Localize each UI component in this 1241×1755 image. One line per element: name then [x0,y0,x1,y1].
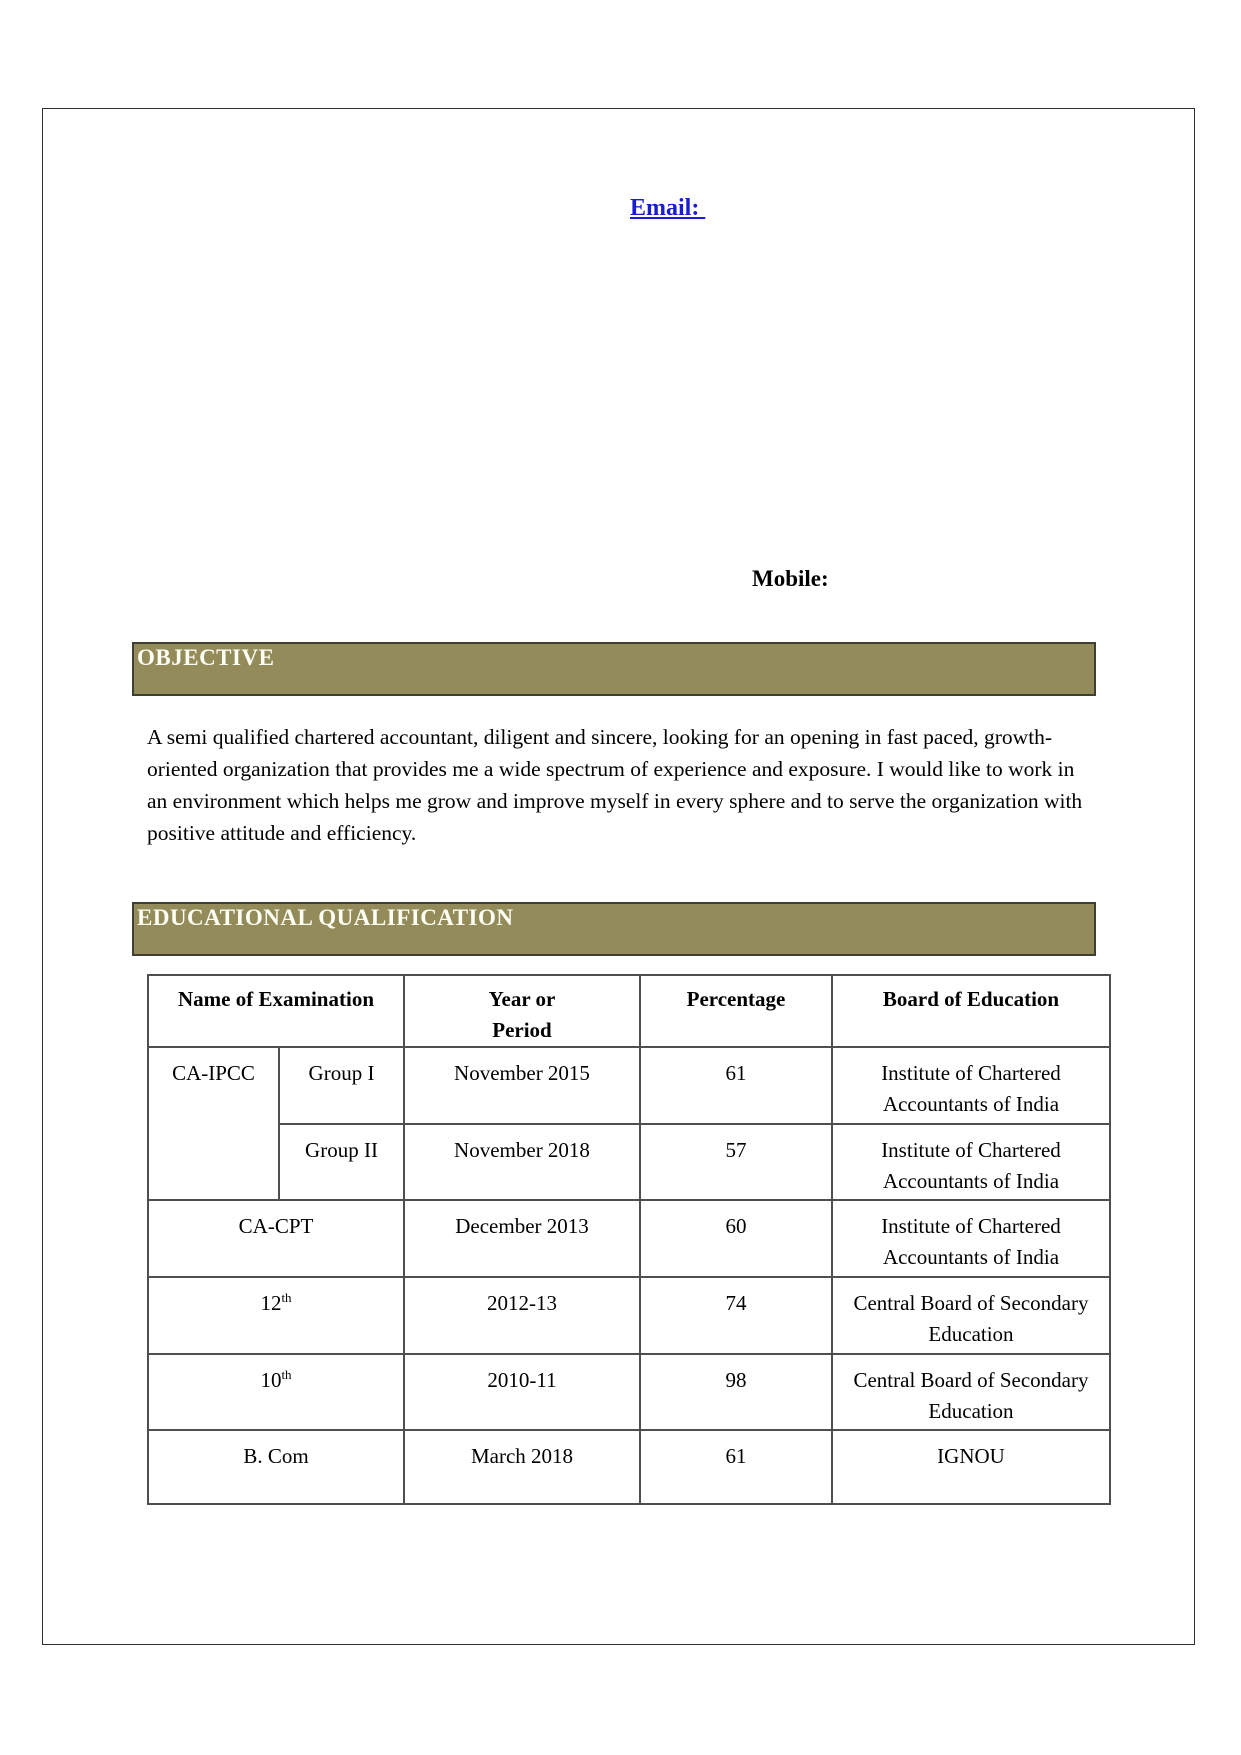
table-header-row [148,975,1110,1047]
cell-twelfth-year: 2012-13 [404,1277,640,1354]
table-row-twelfth [148,1277,1110,1354]
cell-group2-percentage: 57 [640,1124,832,1200]
header-board [832,975,1110,1047]
cell-bcom-year: March 2018 [404,1430,640,1504]
table-row-ipcc-group1 [148,1047,1110,1124]
header-percentage-label: Percentage [686,987,786,1011]
education-table [147,974,1111,1505]
cell-group1-board: Institute of Chartered Accountants of India [832,1047,1110,1124]
tenth-sup: th [281,1367,292,1382]
tenth-base: 10 [260,1368,282,1392]
cell-group2: Group II [279,1124,404,1200]
cell-bcom-percentage: 61 [640,1430,832,1504]
cell-tenth-board: Central Board of Secondary Education [832,1354,1110,1430]
header-year [404,975,640,1047]
cell-tenth-percentage: 98 [640,1354,832,1430]
table-row-cpt [148,1200,1110,1277]
cell-cpt-exam: CA-CPT [148,1200,404,1277]
header-exam [148,975,404,1047]
header-exam-label: Name of Examination [178,987,374,1011]
cell-cpt-year: December 2013 [404,1200,640,1277]
objective-paragraph: A semi qualified chartered accountant, diligent and sincere, looking for an opening in fast paced, growth-oriented organization that provides me a wide spectrum of experience and exposure. I would like to work in an environment which helps me grow and improve myself in every sphere and to serve the organization with positive attitude and efficiency. [147,725,1083,845]
objective-section-header [132,642,1096,696]
twelfth-sup: th [281,1290,292,1305]
cell-ipcc-exam: CA-IPCC [148,1047,279,1200]
cell-tenth-year: 2010-11 [404,1354,640,1430]
cell-group2-board: Institute of Chartered Accountants of India [832,1124,1110,1200]
mobile-label: Mobile: [752,566,829,591]
table-row-bcom [148,1430,1110,1504]
header-year-line2: Period [492,1018,552,1042]
education-title: EDUCATIONAL QUALIFICATION [137,905,514,930]
twelfth-base: 12 [260,1291,282,1315]
education-section-header [132,902,1096,956]
table-row-ipcc-group2 [148,1124,1110,1200]
header-board-label: Board of Education [882,987,1060,1011]
cell-group1-percentage: 61 [640,1047,832,1124]
resume-page [42,108,1195,1645]
header-year-line1: Year or [488,987,556,1011]
cell-twelfth-exam [148,1277,404,1354]
cell-cpt-percentage: 60 [640,1200,832,1277]
cell-tenth-exam [148,1354,404,1430]
cell-group2-year: November 2018 [404,1124,640,1200]
cell-cpt-board: Institute of Chartered Accountants of India [832,1200,1110,1277]
cell-bcom-exam: B. Com [148,1430,404,1504]
header-percentage [640,975,832,1047]
cell-twelfth-percentage: 74 [640,1277,832,1354]
cell-group1-year: November 2015 [404,1047,640,1124]
email-link[interactable]: Email: [630,195,706,221]
cell-group1: Group I [279,1047,404,1124]
cell-twelfth-board: Central Board of Secondary Education [832,1277,1110,1354]
table-row-tenth [148,1354,1110,1430]
objective-title: OBJECTIVE [137,645,275,670]
cell-bcom-board: IGNOU [832,1430,1110,1504]
